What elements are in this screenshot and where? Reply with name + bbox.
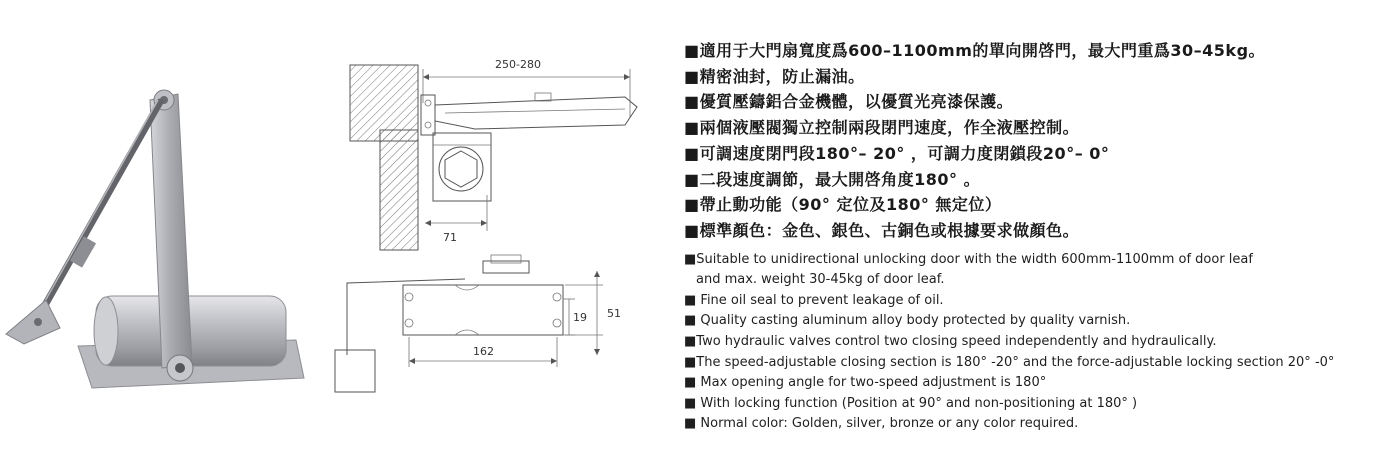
spec-item-zh: ■標準顏色：金色、銀色、古銅色或根據要求做顏色。 — [684, 220, 1080, 240]
spec-item-zh: ■適用于大門扇寬度爲600–1100mm的單向開啓門，最大門重爲30–45kg。 — [684, 41, 1266, 60]
spec-item-en: ■ Normal color: Golden, silver, bronze or any color required. — [684, 416, 1079, 432]
spec-item-zh: ■可調速度閉門段180°– 20° ，可調力度閉鎖段20°– 0° — [684, 143, 1110, 163]
spec-item-en: and max. weight 30-45kg of door leaf. — [696, 272, 945, 288]
spec-item-en: ■ Fine oil seal to prevent leakage of oil. — [684, 292, 944, 308]
spec-item-en: ■Suitable to unidirectional unlocking door with the width 600mm-1100mm of door leaf — [684, 251, 1253, 267]
spec-item-zh: ■兩個液壓閥獨立控制兩段閉門速度，作全液壓控制。 — [684, 118, 1080, 138]
spec-item-en: ■Two hydraulic valves control two closing speed independently and hydraulically. — [684, 334, 1217, 349]
dim-19-label: 19 — [573, 311, 587, 324]
spec-item-en: ■ Quality casting aluminum alloy body protected by quality varnish. — [684, 313, 1131, 329]
spec-item-en: ■ Max opening angle for two-speed adjustment is 180° — [684, 375, 1047, 391]
spec-item-zh: ■精密油封，防止漏油。 — [684, 66, 865, 86]
dim-width-label: 250-280 — [495, 58, 541, 71]
spec-item-zh: ■優質壓鑄鋁合金機體，以優質光亮漆保護。 — [684, 92, 1014, 112]
spec-section — [684, 38, 1396, 464]
dim-162-label: 162 — [473, 345, 494, 358]
spec-list-chinese — [684, 38, 1396, 244]
dim-71-label: 71 — [443, 231, 457, 244]
spec-item-en: ■ With locking function (Position at 90° and non-positioning at 180° ) — [684, 395, 1138, 411]
product-image — [0, 78, 312, 413]
technical-drawing — [325, 45, 645, 410]
spec-list-english — [684, 250, 1396, 435]
spec-item-en: ■The speed-adjustable closing section is 180° -20° and the force-adjustable locking section 20° -0° — [684, 354, 1335, 370]
spec-item-zh: ■二段速度調節，最大開啓角度180° 。 — [684, 169, 981, 189]
spec-item-zh: ■帶止動功能（90° 定位及180° 無定位） — [684, 195, 1002, 215]
dim-51-label: 51 — [607, 307, 621, 320]
